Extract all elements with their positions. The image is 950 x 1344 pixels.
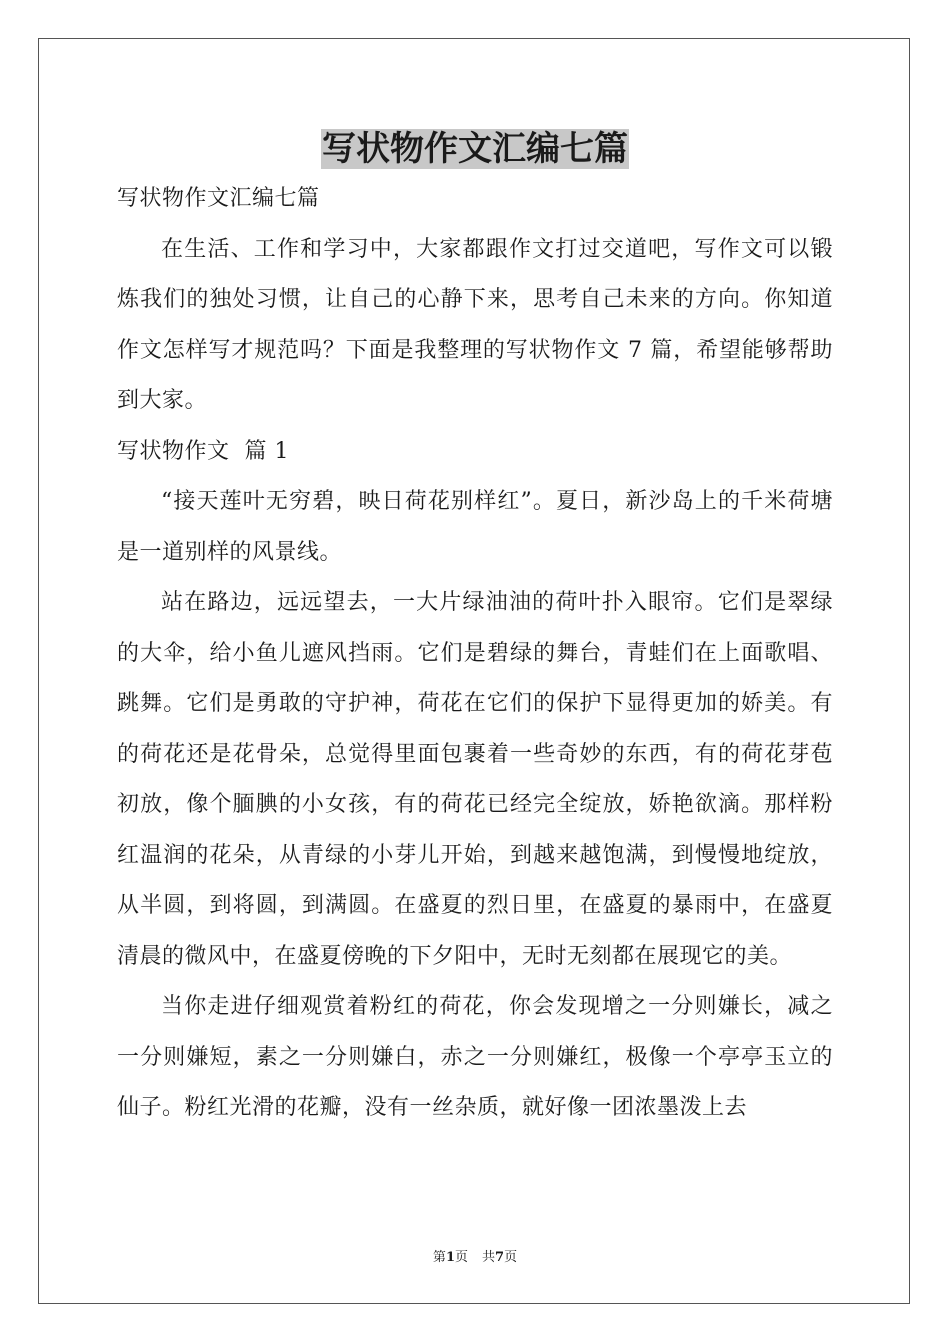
section-heading: 写状物作文 篇 1 (117, 438, 289, 464)
page-suffix: 页 (454, 1250, 468, 1265)
page-footer (0, 1248, 950, 1268)
total-prefix: 共 (482, 1250, 496, 1265)
document-body (117, 174, 833, 1134)
total-suffix: 页 (504, 1250, 518, 1265)
page-total-number: 7 (495, 1250, 505, 1265)
page-current-number: 1 (445, 1250, 455, 1265)
document-subtitle: 写状物作文汇编七篇 (117, 186, 320, 211)
body-paragraph-2: 站在路边，远远望去，一大片绿油油的荷叶扑入眼帘。它们是翠绿的大伞，给小鱼儿遮风挡雨。它们是碧绿的舞台，青蛙们在上面歌唱、跳舞。它们是勇敢的守护神，荷花在它们的保护下显得更加的娇美。有的荷花还是花骨朵，总觉得里面包裹着一些奇妙的东西，有的荷花芽苞初放，像个腼腆的小女孩，有的荷花已经完全绽放，娇艳欲滴。那样粉红温润的花朵，从青绿的小芽儿开始，到越来越饱满，到慢慢地绽放，从半圆，到将圆，到满圆。在盛夏的烈日里，在盛夏的暴雨中，在盛夏清晨的微风中，在盛夏傍晚的下夕阳中，无时无刻都在展现它的美。 (117, 590, 833, 969)
document-title-text: 写状物作文汇编七篇 (322, 129, 628, 169)
intro-paragraph: 在生活、工作和学习中，大家都跟作文打过交道吧，写作文可以锻炼我们的独处习惯，让自己的心静下来，思考自己未来的方向。你知道作文怎样写才规范吗？下面是我整理的写状物作文 7 篇，希望能够帮助到大家。 (117, 236, 833, 413)
body-paragraph-3: 当你走进仔细观赏着粉红的荷花，你会发现增之一分则嫌长，减之一分则嫌短，素之一分则嫌白，赤之一分则嫌红，极像一个亭亭玉立的仙子。粉红光滑的花瓣，没有一丝杂质，就好像一团浓墨泼上去 (117, 994, 833, 1120)
page-prefix: 第 (432, 1250, 446, 1265)
body-paragraph-1: “接天莲叶无穷碧，映日荷花别样红”。夏日，新沙岛上的千米荷塘是一道别样的风景线。 (117, 489, 833, 565)
document-title (0, 124, 950, 174)
